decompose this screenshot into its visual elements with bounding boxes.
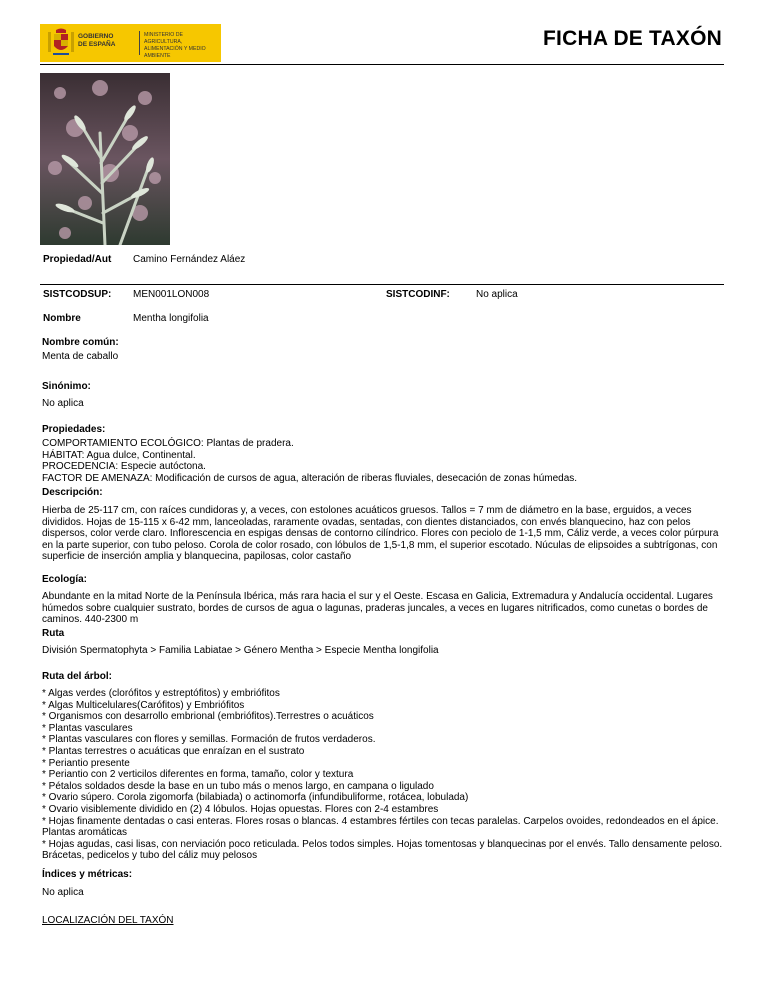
description-text: Hierba de 25-117 cm, con raíces cundidoras y, a veces, con estolones acuáticos gruesos. Tallos = 7 mm de diámetro en la base, erguidos, a veces divididos. Hojas de 15-115 x 6-42 mm, lanceoladas, raramente ovadas, sentadas, con dientes distanciados, con envés blanquecino, haz con pelos dispersos, color verde claro. Inflorescencia en espigas densas de contorno cilíndrico. Flores con peciolo de 1-1,5 mm, Cáliz verde, a veces color púrpura en la parte superior, con tubo peloso. Corola de color rosado, con lóbulos de 1,5-1,8 mm, el superior escotado. Núculas de elipsoides a subtrígonas, con superficie de inserción amplia y blanquecina, papilosas, color castaño <box>42 505 719 563</box>
tree-route-item: * Plantas vasculares con flores y semillas. Formación de frutos verdaderos. <box>42 734 376 746</box>
taxon-photo <box>40 73 170 245</box>
tree-route-item: * Pétalos soldados desde la base en un tubo más o menos largo, en campana o ligulado <box>42 780 434 792</box>
sistcodinf-value: No aplica <box>476 289 518 300</box>
tree-route-item: * Plantas vasculares <box>42 722 133 734</box>
tree-route-item: * Periantio presente <box>42 757 130 769</box>
tree-route-label: Ruta del árbol: <box>42 671 113 682</box>
common-name-label: Nombre común: <box>42 337 119 348</box>
name-value: Mentha longifolia <box>133 313 209 324</box>
ecology-label: Ecología: <box>42 574 88 585</box>
indices-label: Índices y métricas: <box>42 869 133 880</box>
synonym-label: Sinónimo: <box>42 381 91 392</box>
route-value: División Spermatophyta > Familia Labiatae > Género Mentha > Especie Mentha longifolia <box>42 645 439 656</box>
government-label: GOBIERNO DE ESPAÑA <box>78 33 116 48</box>
photo-credit-value: Camino Fernández Aláez <box>133 254 246 265</box>
logo-divider <box>139 31 140 55</box>
indices-value: No aplica <box>42 887 84 898</box>
taxon-location-link[interactable]: LOCALIZACIÓN DEL TAXÓN <box>42 915 174 926</box>
property-line: HÁBITAT: Agua dulce, Continental. <box>42 449 196 461</box>
tree-route-item: * Ovario súpero. Corola zigomorfa (bilabiada) o actinomorfa (infundibuliforme, rotácea, lobulada) <box>42 792 469 804</box>
tree-route-item: * Organismos con desarrollo embrional (embriófitos).Terrestres o acuáticos <box>42 711 374 723</box>
tree-route-item: * Plantas terrestres o acuáticas que enraízan en el sustrato <box>42 745 305 757</box>
properties-list <box>42 438 726 484</box>
sistcodinf-label: SISTCODINF: <box>386 289 450 300</box>
tree-route-item: * Periantio con 2 verticilos diferentes en forma, tamaño, color y textura <box>42 769 354 781</box>
tree-route-item: * Hojas agudas, casi lisas, con nerviación poco reticulada. Pelos todos simples. Hojas tomentosas y blanquecinas por el envés. Tallo densamente peloso. Brácetas, pedicelos y tubo del cáliz muy pelosos <box>42 838 723 862</box>
common-name-value: Menta de caballo <box>42 351 119 362</box>
tree-route-item: * Algas Multicelulares(Carófitos) y Embriófitos <box>42 699 245 711</box>
sistcodsup-label: SISTCODSUP: <box>43 289 112 300</box>
tree-route-item: * Ovario visiblemente dividido en (2) 4 lóbulos. Hojas opuestas. Flores con 2-4 estambres <box>42 803 439 815</box>
description-label: Descripción: <box>42 487 103 498</box>
government-logo <box>40 24 221 62</box>
header-divider <box>40 64 724 65</box>
coat-of-arms-icon <box>46 28 76 58</box>
properties-label: Propiedades: <box>42 424 106 435</box>
sistcodsup-value: MEN001LON008 <box>133 289 210 300</box>
ministry-label: MINISTERIO DE AGRICULTURA, ALIMENTACIÓN Y MEDIO AMBIENTE <box>144 32 206 59</box>
synonym-value: No aplica <box>42 398 84 409</box>
page-title: FICHA DE TAXÓN <box>543 27 722 50</box>
property-line: PROCEDENCIA: Especie autóctona. <box>42 461 206 473</box>
route-label: Ruta <box>42 628 65 639</box>
property-line: COMPORTAMIENTO ECOLÓGICO: Plantas de pradera. <box>42 438 294 449</box>
property-line: FACTOR DE AMENAZA: Modificación de cursos de agua, alteración de riberas fluviales, desecación de zonas húmedas. <box>42 472 578 484</box>
credit-divider <box>40 284 724 285</box>
ecology-text: Abundante en la mitad Norte de la Península Ibérica, más rara hacia el sur y el Oeste. Escasa en Galicia, Extremadura y Andalucía occidental. Lugares húmedos sobre cualquier sustrato, bordes de cursos de agua o lagunas, praderas juncales, a veces en lugares nitrificados, como cunetas o bordes de caminos. 440-2300 m <box>42 591 713 626</box>
photo-credit-label: Propiedad/Aut <box>43 254 112 265</box>
tree-route-item: * Algas verdes (clorófitos y estreptófitos) y embriófitos <box>42 688 280 699</box>
tree-route-list <box>42 688 726 862</box>
tree-route-item: * Hojas finamente dentadas o casi enteras. Flores rosas o blancas. 4 estambres fértiles con tecas paralelas. Carpelos ovoides, redondeados en el ápice. Plantas aromáticas <box>42 815 719 839</box>
name-label: Nombre <box>43 313 81 324</box>
